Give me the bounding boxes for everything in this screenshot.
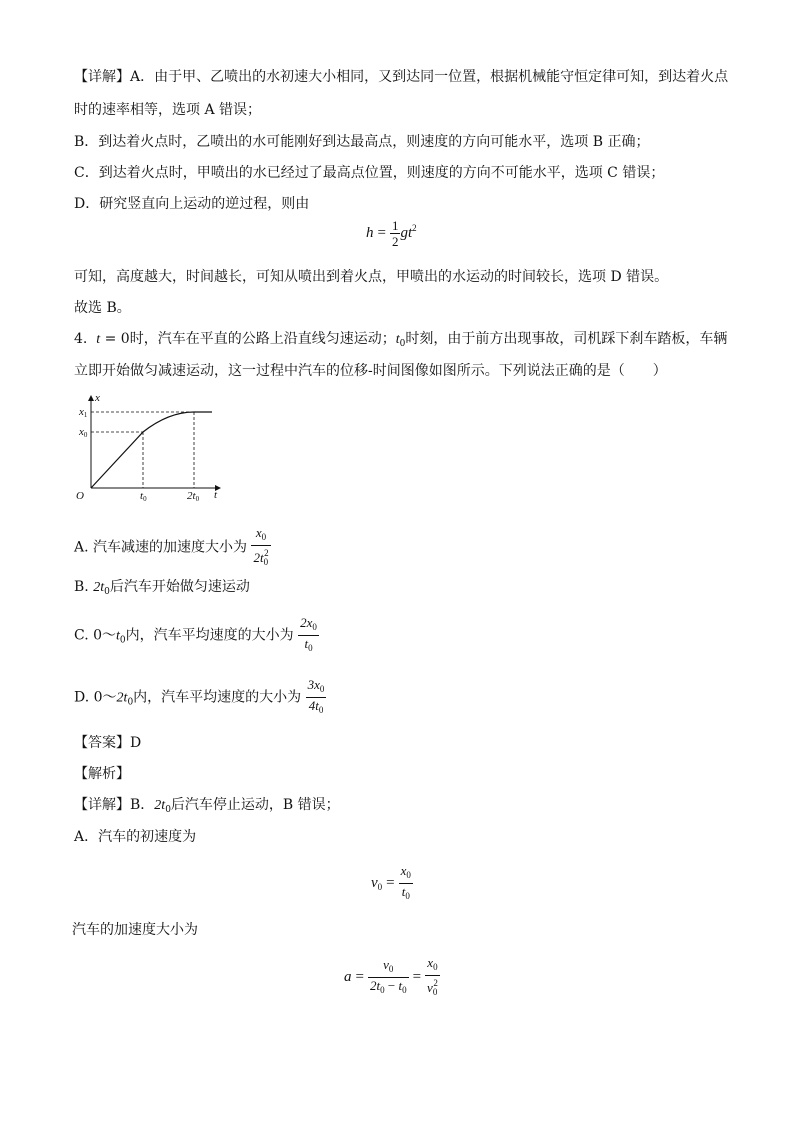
detail-line-1: 【详解】A．由于甲、乙喷出的水初速大小相同，又到达同一位置，根据机械能守恒定律可知，到达着火点	[74, 69, 729, 85]
equation-free-fall: h = $\frac{1}{2}$ $gt^2$	[366, 218, 417, 249]
answer-label: 【答案】D	[74, 735, 142, 751]
2t0-label: 2t0	[187, 490, 200, 503]
option-b-explanation: B．到达着火点时，乙喷出的水可能刚好到达最高点，则速度的方向可能水平，选项 B 正确；	[74, 134, 650, 150]
answer-choice-line: 故选 B。	[74, 300, 131, 316]
question-4-line-2: 立即开始做匀减速运动，这一过程中汽车的位移-时间图像如图所示。下列说法正确的是（ ）	[74, 363, 667, 379]
detail-line-2: 时的速率相等，选项 A 错误；	[74, 102, 262, 118]
x1-label: x1	[79, 406, 88, 419]
t-axis-label: t	[214, 489, 218, 501]
option-d: D. $0\sim 2t_0$内，汽车平均速度的大小为 $\frac{3x_0}{4t_0}$	[74, 677, 325, 715]
conclusion-line: 可知，高度越大，时间越长，可知从喷出到着火点，甲喷出的水运动的时间较长，选项 D 错误。	[74, 269, 669, 285]
option-b: B. $2t_0$后汽车开始做匀速运动	[74, 579, 250, 597]
x-axis-label: x	[95, 392, 100, 404]
option-d-explanation: D．研究竖直向上运动的逆过程，则由	[74, 196, 310, 212]
x0-label: x0	[79, 426, 88, 439]
t0-label: t0	[140, 490, 147, 503]
analysis-label: 【解析】	[74, 766, 130, 782]
initial-velocity-label: A．汽车的初速度为	[74, 829, 197, 845]
equation-initial-velocity: $v_0$ = $\frac{x_0}{t_0}$	[371, 863, 411, 901]
question-4-line-1: 4. t = 0时，汽车在平直的公路上沿直线匀速运动；$t_0$时刻，由于前方出现事故，司机踩下刹车踏板，车辆	[74, 331, 728, 349]
acceleration-label: 汽车的加速度大小为	[72, 922, 198, 938]
option-c: C. $0\sim t_0$内，汽车平均速度的大小为 $\frac{2x_0}{t_0}$	[74, 615, 317, 653]
option-c-explanation: C．到达着火点时，甲喷出的水已经过了最高点位置，则速度的方向不可能水平，选项 C 错误；	[74, 165, 665, 181]
position-time-graph	[70, 392, 230, 504]
option-a: A. 汽车减速的加速度大小为 $\frac{x_0}{2t_0^2}$	[74, 525, 269, 567]
analysis-detail-b: 【详解】B．$2t_0$后汽车停止运动，B 错误；	[74, 797, 340, 815]
equation-acceleration: a = $\frac{v_0}{2t_0 - t_0}$ = $\frac{x_0}{v_0^2}$	[344, 955, 438, 997]
origin-label: O	[76, 490, 84, 502]
